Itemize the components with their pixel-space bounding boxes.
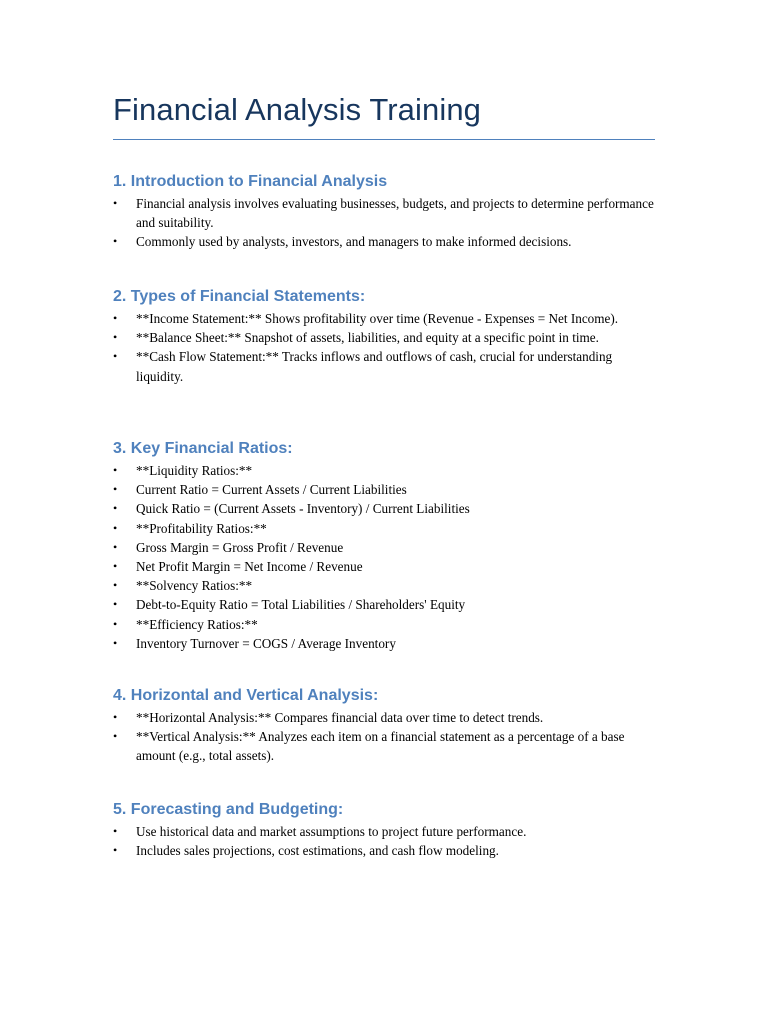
list-item-text: Current Ratio = Current Assets / Current Liabilities <box>136 482 407 498</box>
bullet-icon: • <box>113 616 118 631</box>
bullet-list <box>113 309 658 386</box>
bullet-icon: • <box>113 349 118 364</box>
list-item-text: Commonly used by analysts, investors, and managers to make informed decisions. <box>136 234 572 250</box>
list-item <box>113 727 658 765</box>
section-key-ratios <box>113 439 658 653</box>
list-item-text: **Horizontal Analysis:** Compares financial data over time to detect trends. <box>136 710 544 725</box>
section-introduction <box>113 172 658 252</box>
list-item-text: **Liquidity Ratios:** <box>136 463 253 478</box>
list-item-text: Gross Margin = Gross Profit / Revenue <box>136 539 344 555</box>
list-item-text: **Vertical Analysis:** Analyzes each item on a financial statement as a percentage of a base amount (e.g., total assets). <box>136 729 625 764</box>
bullet-icon: • <box>113 559 118 574</box>
list-item-text: **Solvency Ratios:** <box>136 578 253 594</box>
list-item <box>113 822 658 841</box>
bullet-list <box>113 708 658 766</box>
bullet-icon: • <box>113 729 118 744</box>
bullet-list <box>113 461 658 653</box>
bullet-icon: • <box>113 501 118 516</box>
section-heading: 2. Types of Financial Statements: <box>113 288 366 305</box>
bullet-icon: • <box>113 463 118 477</box>
document-title: Financial Analysis Training <box>113 92 481 127</box>
list-item-text: **Balance Sheet:** Snapshot of assets, liabilities, and equity at a specific point in time. <box>136 330 599 346</box>
list-item-text: **Cash Flow Statement:** Tracks inflows and outflows of cash, crucial for understanding liquidity. <box>136 349 613 384</box>
section-financial-statements <box>113 287 658 386</box>
list-item-text: Use historical data and market assumptions to project future performance. <box>136 824 527 839</box>
section-heading: 3. Key Financial Ratios: <box>113 440 293 457</box>
list-item <box>113 615 658 634</box>
section-heading: 1. Introduction to Financial Analysis <box>113 173 388 190</box>
section-horizontal-vertical <box>113 686 658 766</box>
list-item <box>113 708 658 727</box>
bullet-icon: • <box>113 482 118 497</box>
list-item <box>113 634 658 653</box>
bullet-icon: • <box>113 234 118 249</box>
list-item <box>113 519 658 538</box>
bullet-icon: • <box>113 578 118 593</box>
section-forecasting <box>113 800 658 860</box>
bullet-icon: • <box>113 824 118 838</box>
bullet-icon: • <box>113 635 118 650</box>
section-heading: 5. Forecasting and Budgeting: <box>113 801 344 818</box>
list-item <box>113 499 658 518</box>
list-item <box>113 347 658 385</box>
list-item <box>113 328 658 347</box>
list-item <box>113 595 658 614</box>
list-item-text: **Profitability Ratios:** <box>136 520 267 536</box>
bullet-icon: • <box>113 710 118 724</box>
list-item <box>113 557 658 576</box>
list-item <box>113 538 658 557</box>
bullet-icon: • <box>113 330 118 345</box>
list-item-text: Quick Ratio = (Current Assets - Inventory) / Current Liabilities <box>136 501 470 517</box>
list-item-text: Inventory Turnover = COGS / Average Inventory <box>136 635 396 651</box>
list-item-text: Net Profit Margin = Net Income / Revenue <box>136 559 363 575</box>
list-item <box>113 232 658 251</box>
list-item <box>113 480 658 499</box>
list-item <box>113 841 658 860</box>
title-underline <box>113 139 655 140</box>
list-item-text: **Income Statement:** Shows profitability over time (Revenue - Expenses = Net Income). <box>136 311 619 326</box>
list-item-text: Includes sales projections, cost estimations, and cash flow modeling. <box>136 843 499 859</box>
list-item <box>113 461 658 480</box>
bullet-icon: • <box>113 843 118 858</box>
bullet-icon: • <box>113 311 118 325</box>
bullet-list <box>113 194 658 252</box>
bullet-icon: • <box>113 196 118 210</box>
list-item <box>113 194 658 232</box>
bullet-icon: • <box>113 539 118 554</box>
section-heading: 4. Horizontal and Vertical Analysis: <box>113 687 379 704</box>
list-item <box>113 576 658 595</box>
list-item-text: **Efficiency Ratios:** <box>136 616 258 632</box>
bullet-list <box>113 822 658 860</box>
bullet-icon: • <box>113 597 118 612</box>
bullet-icon: • <box>113 520 118 535</box>
list-item <box>113 309 658 328</box>
list-item-text: Debt-to-Equity Ratio = Total Liabilities / Shareholders' Equity <box>136 597 466 613</box>
list-item-text: Financial analysis involves evaluating businesses, budgets, and projects to determine performance and suitability. <box>136 196 654 231</box>
